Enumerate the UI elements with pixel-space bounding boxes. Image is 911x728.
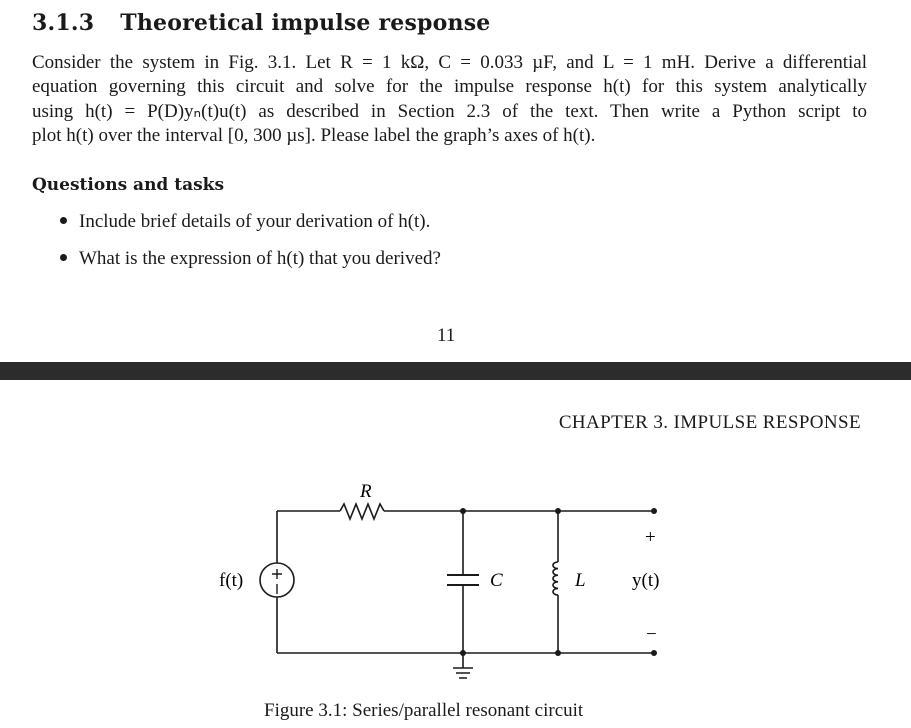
junction-dot (555, 508, 561, 514)
figure-caption: Figure 3.1: Series/parallel resonant circuit (264, 700, 584, 721)
page-number: 11 (437, 325, 456, 346)
circuit-diagram (0, 470, 911, 702)
resistor-label: R (360, 481, 372, 502)
plus-mark (272, 569, 282, 579)
section-number: 3.1.3 (32, 10, 95, 36)
page-divider (0, 362, 911, 380)
bullet-icon (60, 217, 67, 224)
output-label: y(t) (632, 570, 660, 591)
terminal-dot (651, 650, 657, 656)
ground-symbol (453, 668, 473, 678)
section-title: Theoretical impulse response (120, 10, 491, 36)
inductor-symbol (553, 562, 558, 595)
inductor-label: L (575, 570, 586, 591)
terminal-dot (651, 508, 657, 514)
output-minus-label: − (646, 624, 657, 645)
junction-dot (460, 650, 466, 656)
section-heading (32, 10, 490, 36)
paragraph-line: equation governing this circuit and solve for the impulse response h(t) for this system analytically (32, 76, 867, 98)
list-item-text: Include brief details of your derivation of h(t). (79, 211, 431, 232)
resistor-symbol (340, 504, 384, 519)
bullet-icon (60, 254, 67, 261)
questions-heading: Questions and tasks (32, 175, 225, 195)
paragraph-line: using h(t) = P(D)yₙ(t)u(t) as described in Section 2.3 of the text. Then write a Python script to (32, 100, 867, 122)
source-label: f(t) (219, 570, 244, 591)
problem-paragraph (32, 51, 867, 149)
list-item (60, 211, 430, 233)
list-item (60, 248, 441, 270)
capacitor-label: C (490, 570, 503, 591)
junction-dot (555, 650, 561, 656)
chapter-header: CHAPTER 3. IMPULSE RESPONSE (558, 412, 861, 433)
paragraph-line: Consider the system in Fig. 3.1. Let R = 1 kΩ, C = 0.033 µF, and L = 1 mH. Derive a differential (32, 52, 867, 73)
junction-dot (460, 508, 466, 514)
paragraph-line: plot h(t) over the interval [0, 300 µs]. Please label the graph’s axes of h(t). (32, 125, 596, 147)
output-plus-label: + (645, 527, 656, 548)
list-item-text: What is the expression of h(t) that you derived? (79, 248, 441, 269)
